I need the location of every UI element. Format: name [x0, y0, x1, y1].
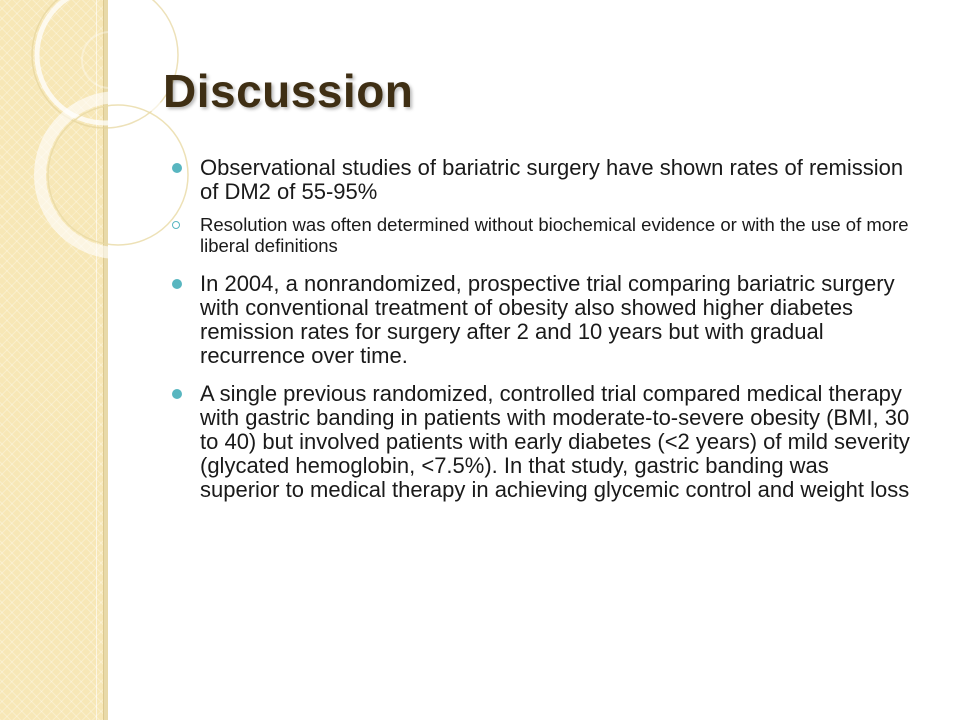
bullet-text: Observational studies of bariatric surgery have shown rates of remission of DM2 of 55-95% — [200, 155, 904, 204]
bullet-item — [170, 156, 910, 204]
slide-content — [170, 156, 910, 516]
slide-title: Discussion — [163, 65, 414, 117]
bullet-dot-icon — [172, 389, 182, 399]
decorative-side-band — [0, 0, 103, 720]
bullet-item — [170, 382, 910, 502]
bullet-text: In 2004, a nonrandomized, prospective trial comparing bariatric surgery with conventional treatment of obesity also showed higher diabetes remission rates for surgery after 2 and 10 years but with gradual recurrence over time. — [200, 271, 895, 368]
sub-bullet-text: Resolution was often determined without biochemical evidence or with the use of more liberal definitions — [200, 214, 909, 256]
sub-bullet-ring-icon — [172, 221, 180, 229]
bullet-dot-icon — [172, 279, 182, 289]
sub-bullet-item — [170, 214, 910, 256]
decorative-side-band-edge — [103, 0, 108, 720]
bullet-dot-icon — [172, 163, 182, 173]
decorative-side-line — [96, 0, 97, 720]
bullet-item — [170, 272, 910, 368]
bullet-text: A single previous randomized, controlled trial compared medical therapy with gastric banding in patients with moderate-to-severe obesity (BMI, 30 to 40) but involved patients with early diabetes (<2 years) of mild severity (glycated hemoglobin, <7.5%). In that study, gastric banding was superior to medical therapy in achieving glycemic control and weight loss — [200, 381, 910, 502]
